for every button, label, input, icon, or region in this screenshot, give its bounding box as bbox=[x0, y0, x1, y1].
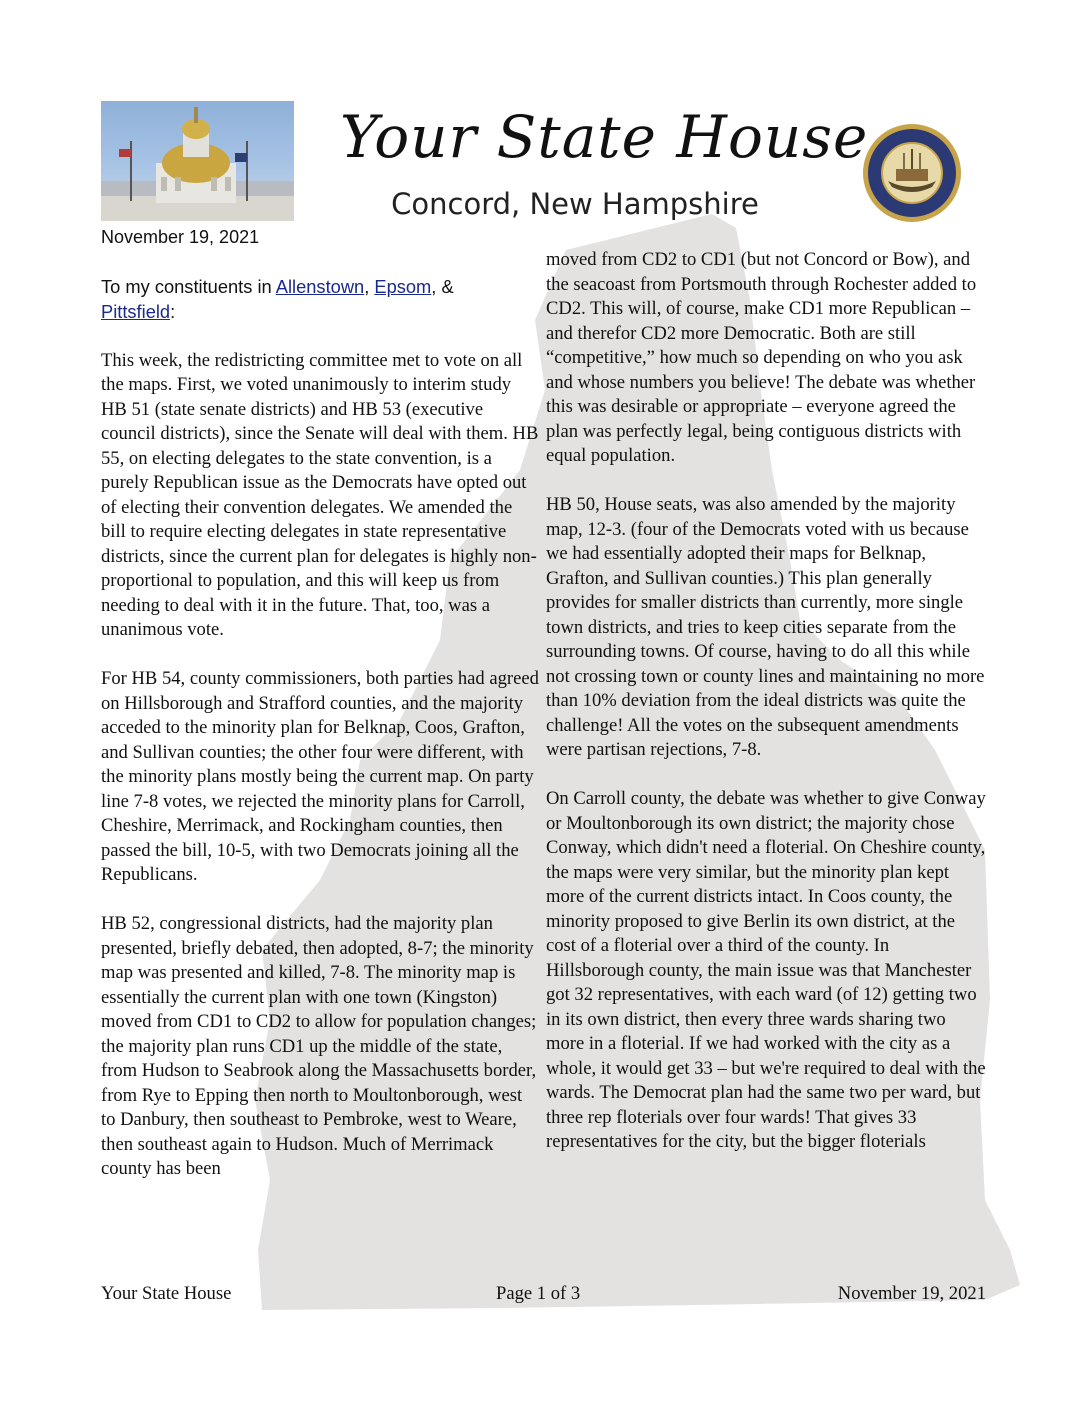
link-allenstown[interactable]: Allenstown bbox=[275, 276, 365, 297]
footer-date: November 19, 2021 bbox=[837, 1283, 986, 1304]
state-house-dome-icon bbox=[101, 101, 294, 221]
masthead-subtitle: Concord, New Hampshire bbox=[391, 187, 759, 221]
masthead-title: Your State House bbox=[340, 103, 869, 171]
footer-page-number: Page 1 of 3 bbox=[496, 1283, 581, 1304]
salutation-sep-2: , & bbox=[431, 276, 454, 297]
salutation-prefix: To my constituents in bbox=[101, 276, 276, 297]
nh-state-seal-icon bbox=[862, 123, 962, 223]
link-epsom[interactable]: Epsom bbox=[374, 276, 432, 297]
paragraph: This week, the redistricting committee met to vote on all the maps. First, we voted unanimously to interim study HB 51 (state senate districts) and HB 53 (executive council districts), since the Senate will deal with them. HB 55, on electing delegates to the state convention, is a purely Republican issue as the Democrats have opted out of electing their convention delegates. We amended the bill to require electing delegates in state representative districts, since the current plan for delegates is highly non-proportional to population, and this will keep us from needing to deal with it in the future. That, too, was a unanimous vote. bbox=[101, 349, 539, 640]
paragraph: HB 50, House seats, was also amended by the majority map, 12-3. (four of the Democrats voted with us because we had essentially adopted their maps for Belknap, Grafton, and Sullivan counties.) This plan generally provides for smaller districts than currently, more single town districts, and tries to keep cities separate from the surrounding towns. Of course, having to do all this while not crossing town or county lines and maintaining no more than 10% deviation from the ideal districts was quite the challenge! All the votes on the subsequent amendments were partisan rejections, 7-8. bbox=[546, 494, 985, 760]
paragraph: HB 52, congressional districts, had the majority plan presented, briefly debated, then adopted, 8-7; the minority map was presented and killed, 7-8. The minority map is essentially the current plan with one town (Kingston) moved from CD1 to CD2 to allow for population changes; the majority plan runs CD1 up the middle of the state, from Hudson to Seabrook along the Massachusetts border, from Rye to Epping then north to Moultonborough, west to Danbury, then southeast to Pembroke, west to Weare, then southeast again to Hudson. Much of Merrimack county has been bbox=[101, 913, 537, 1179]
letter-date: November 19, 2021 bbox=[101, 227, 260, 247]
footer-publication: Your State House bbox=[101, 1283, 232, 1304]
right-column bbox=[546, 248, 986, 1179]
paragraph: moved from CD2 to CD1 (but not Concord or Bow), and the seacoast from Portsmouth through Rochester added to CD2. This will, of course, make CD1 more Republican – and therefor CD2 more Democratic. Both are still “competitive,” how much so depending on who you ask and whose numbers you believe! The debate was whether this was desirable or appropriate – everyone agreed the plan was perfectly legal, being contiguous districts with equal population. bbox=[546, 249, 977, 466]
salutation-sep-1: , bbox=[364, 276, 375, 297]
paragraph: For HB 54, county commissioners, both parties had agreed on Hillsborough and Strafford counties, and the majority acceded to the minority plan for Belknap, Coos, Grafton, and Sullivan counties; the other four were different, with the minority plans mostly being the current map. On party line 7-8 votes, we rejected the minority plans for Carroll, Cheshire, Merrimack, and Rockingham counties, then passed the bill, 10-5, with two Democrats joining all the Republicans. bbox=[101, 668, 539, 885]
salutation-suffix: : bbox=[170, 300, 176, 322]
state-house-dome-photo bbox=[101, 101, 294, 221]
link-pittsfield[interactable]: Pittsfield bbox=[101, 300, 171, 322]
left-column bbox=[101, 275, 541, 1206]
salutation bbox=[101, 275, 541, 324]
paragraph: On Carroll county, the debate was whether to give Conway or Moultonborough its own district; the majority chose Conway, which didn't need a floterial. On Cheshire county, the maps were very similar, but the minority plan kept more of the current districts intact. In Coos county, the minority proposed to give Berlin its own district, at the cost of a floterial over a third of the county. In Hillsborough county, the main issue was that Manchester got 32 representatives, with each ward (of 12) getting two in its own district, then every three wards sharing two more in a floterial. If we had worked with the city as a whole, it would get 33 – but we're required to deal with the wards. The Democrat plan had the same two per ward, but three rep floterials over four wards! That gives 33 representatives for the city, but the bigger floterials bbox=[546, 788, 986, 1152]
